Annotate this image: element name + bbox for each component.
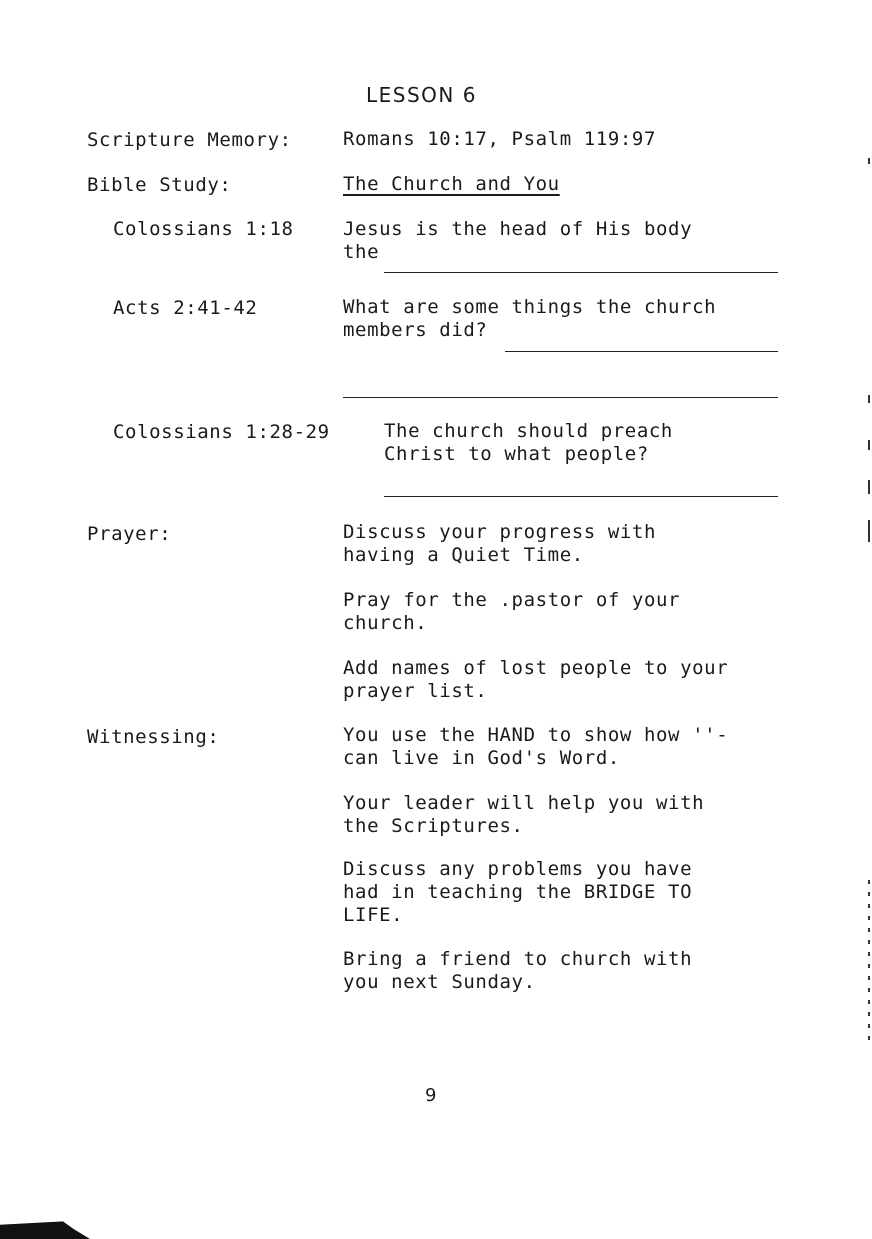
study-question-line: members did? <box>343 319 488 341</box>
witnessing-item-line: can live in God's Word. <box>343 747 620 769</box>
scan-edge-mark <box>868 480 870 494</box>
lesson-title: LESSON 6 <box>366 83 477 107</box>
prayer-item-line: prayer list. <box>343 680 488 702</box>
study-reference: Colossians 1:28-29 <box>113 421 330 443</box>
witnessing-item-line: the Scriptures. <box>343 815 524 837</box>
prayer-label: Prayer: <box>87 523 172 545</box>
study-question-line: the <box>343 241 380 263</box>
witnessing-label: Witnessing: <box>87 726 220 748</box>
answer-blank-line <box>343 397 778 398</box>
witnessing-item-line: you next Sunday. <box>343 971 536 993</box>
scan-corner-smudge <box>0 1217 90 1239</box>
bible-study-heading: The Church and You <box>343 173 560 195</box>
study-question-line: The church should preach <box>384 420 673 442</box>
answer-blank-line <box>505 351 778 352</box>
scan-edge-mark <box>868 440 870 450</box>
answer-blank-line <box>384 496 778 497</box>
study-question-line: What are some things the church <box>343 296 717 318</box>
witnessing-item-line: Your leader will help you with <box>343 792 705 814</box>
witnessing-item-line: LIFE. <box>343 904 404 926</box>
scan-edge-mark <box>868 520 870 542</box>
study-reference: Colossians 1:18 <box>113 218 294 240</box>
study-reference: Acts 2:41-42 <box>113 297 258 319</box>
scan-edge-mark <box>868 395 870 403</box>
study-question-line: Jesus is the head of His body <box>343 218 693 240</box>
scan-edge-mark <box>868 880 870 1040</box>
scripture-memory-value: Romans 10:17, Psalm 119:97 <box>343 128 657 150</box>
scan-edge-mark <box>868 158 870 164</box>
prayer-item-line: Pray for the .pastor of your <box>343 589 681 611</box>
witnessing-item-line: Bring a friend to church with <box>343 948 693 970</box>
study-question-line: Christ to what people? <box>384 443 649 465</box>
prayer-item-line: Add names of lost people to your <box>343 657 729 679</box>
prayer-item-line: church. <box>343 612 428 634</box>
witnessing-item-line: You use the HAND to show how ''- <box>343 724 729 746</box>
witnessing-item-line: Discuss any problems you have <box>343 858 693 880</box>
witnessing-item-line: had in teaching the BRIDGE TO <box>343 881 693 903</box>
scripture-memory-label: Scripture Memory: <box>87 129 292 151</box>
prayer-item-line: having a Quiet Time. <box>343 544 584 566</box>
bible-study-label: Bible Study: <box>87 174 232 196</box>
answer-blank-line <box>384 272 778 273</box>
page-number: 9 <box>425 1085 438 1106</box>
prayer-item-line: Discuss your progress with <box>343 521 657 543</box>
